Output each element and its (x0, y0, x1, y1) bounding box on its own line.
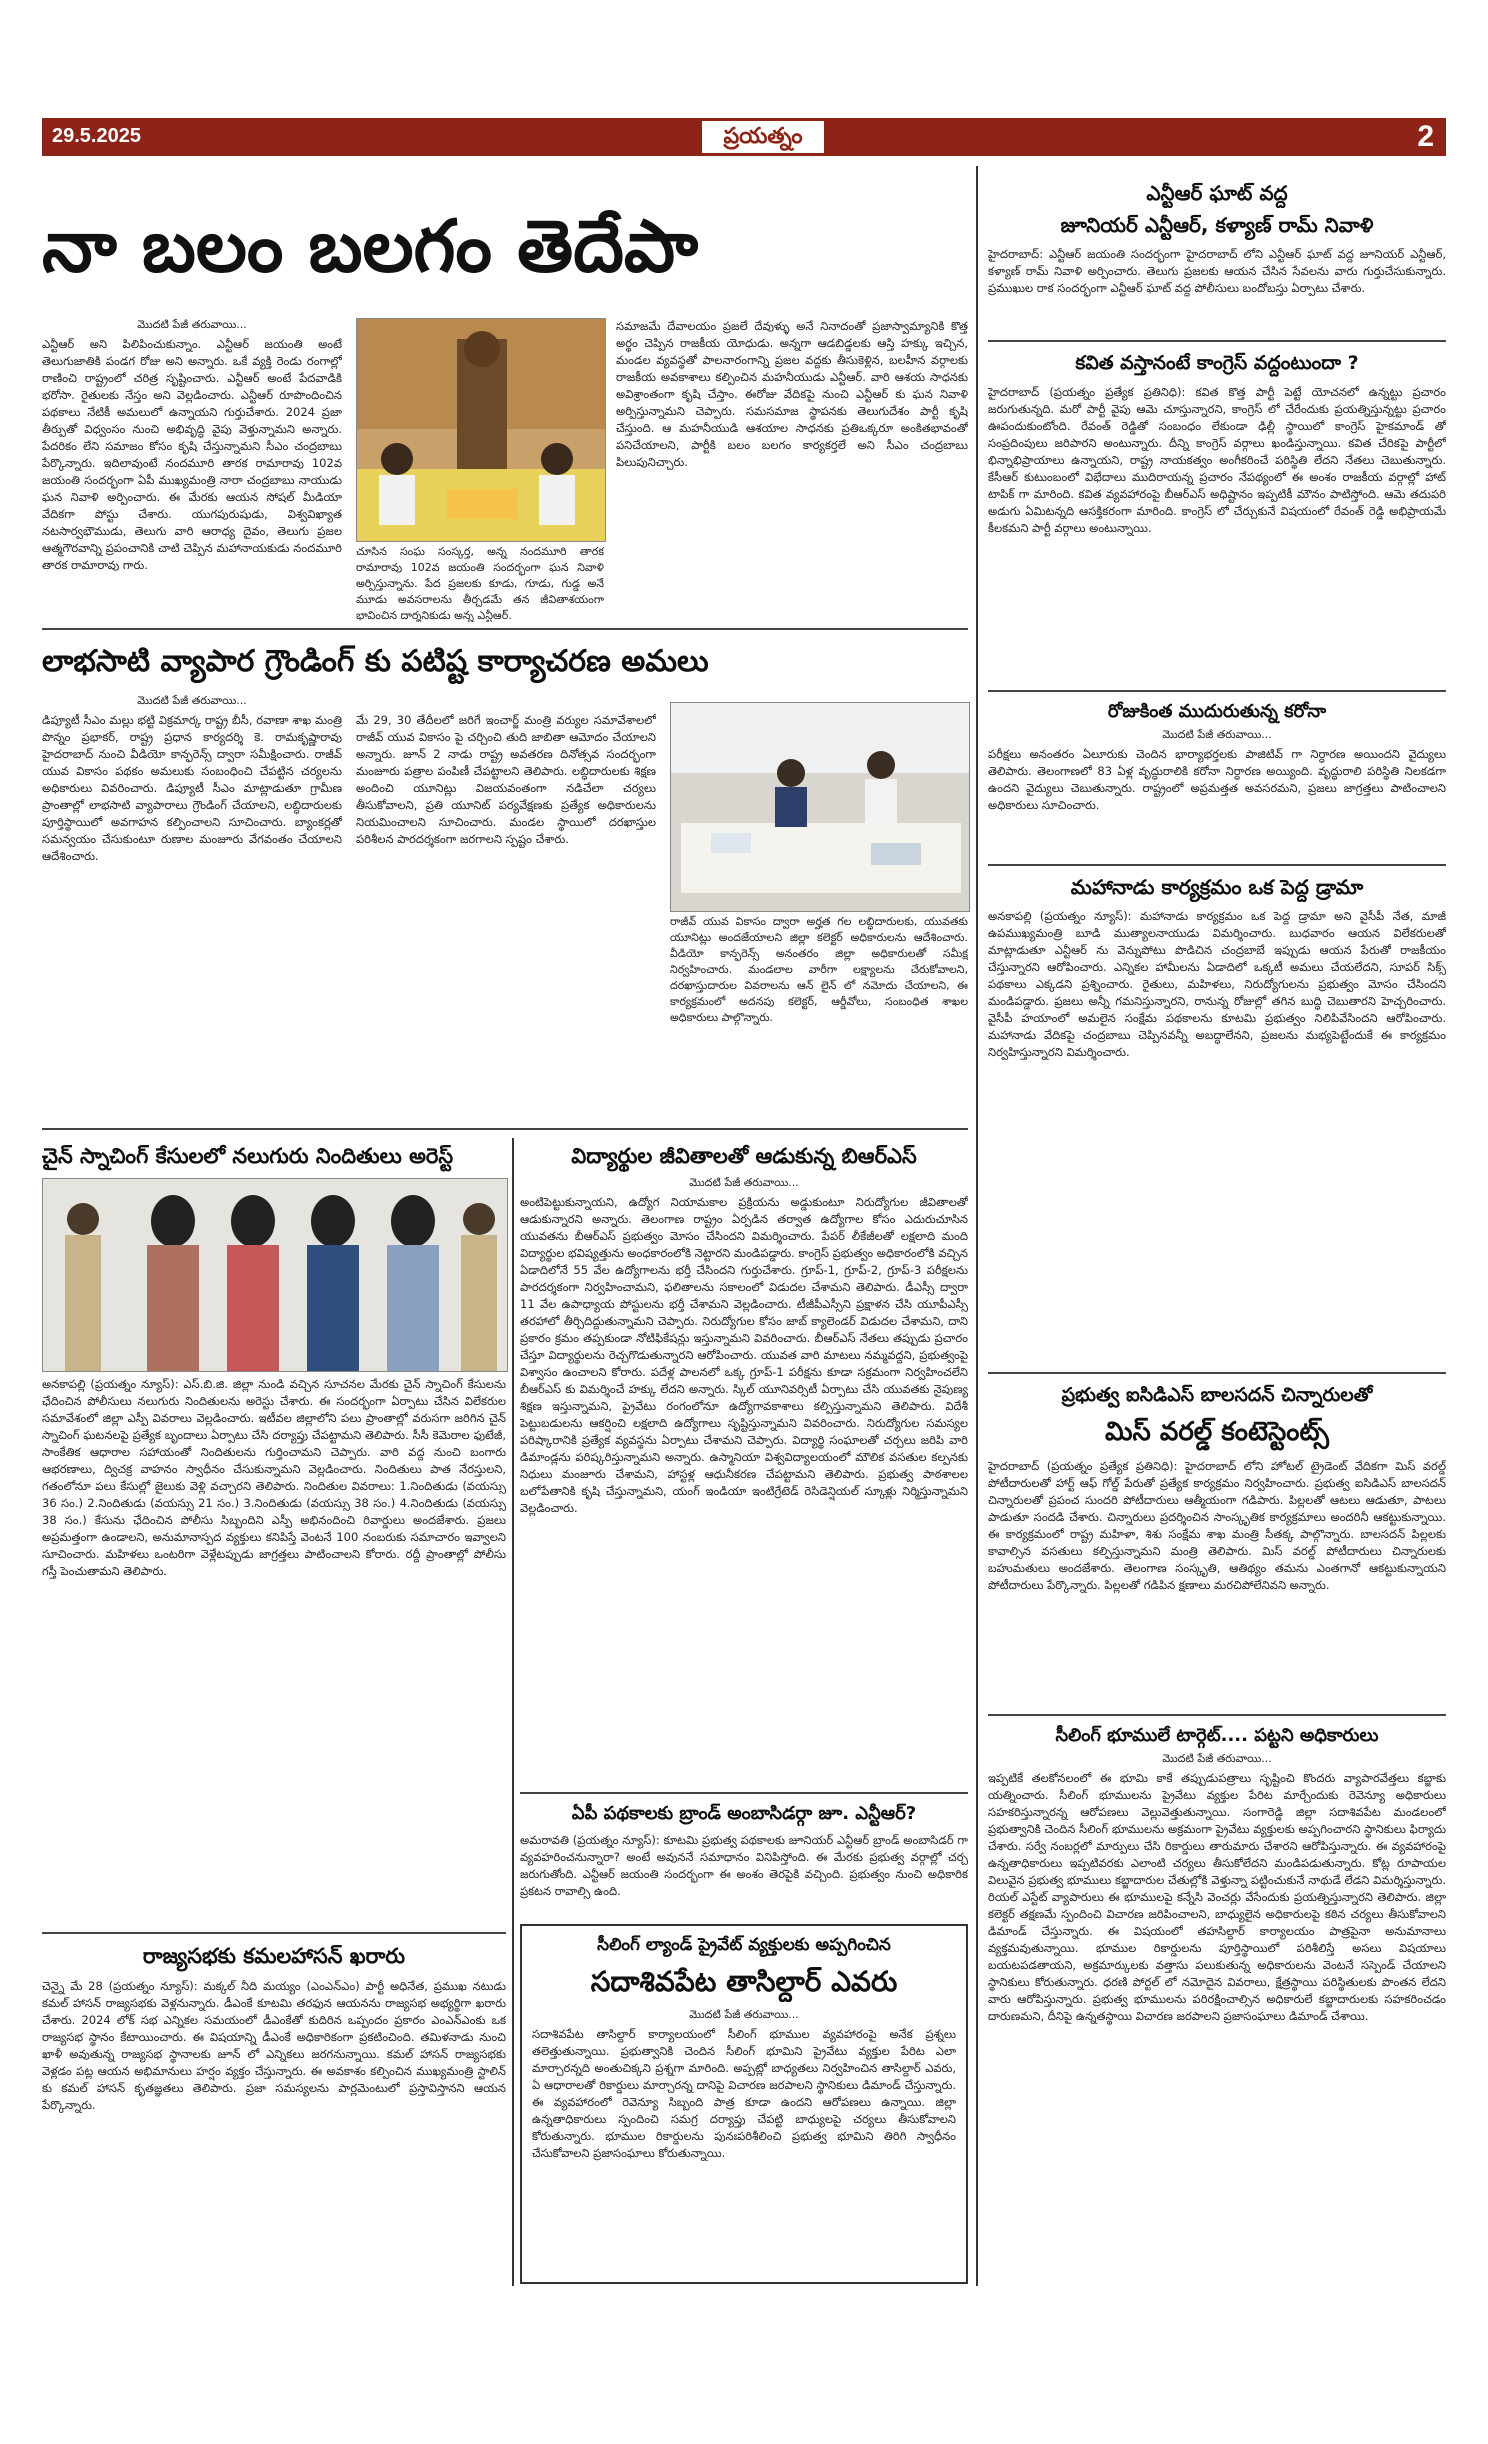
newspaper-logo: ప్రయత్నం (702, 121, 824, 153)
chain-snatching-photo (42, 1178, 508, 1372)
column-rule-middle (512, 1138, 514, 2286)
grinding-photo-caption: రాజీవ్ యువ వికాసం ద్వారా అర్హత గల లబ్ధిదారులకు, యువతకు యూనిట్లు అందజేయాలని జిల్లా కలెక్టర్ అధికారులను ఆదేశించారు. వీడియో కాన్ఫరెన్స్ అనంతరం జిల్లా అధికారులతో సమీక్ష నిర్వహించారు. మండలాల వారీగా లక్ష్యాలను చేరుకోవాలని, దరఖాస్తుదారుల వివరాలను ఆన్ లైన్ లో నమోదు చేయాలని, ఈ కార్యక్రమంలో అదనపు కలెక్టర్, ఆర్డీవోలు, సంబంధిత శాఖల అధికారులు పాల్గొన్నారు. (670, 915, 968, 1024)
kavitha-headline: కవిత వస్తానంటే కాంగ్రెస్ వద్దంటుందా ? (1075, 352, 1359, 374)
lead-photo-ntr-tribute (356, 318, 606, 542)
chain-snatching-headline: చైన్ స్నాచింగ్ కేసులలో నలుగురు నిందితులు అరెస్ట్ (42, 1144, 454, 1168)
miss-world-text: హైదరాబాద్ (ప్రయత్నం ప్రత్యేక ప్రతినిధి): హైదరాబాద్ లోని హోటల్ ట్రైడెంట్ వేదికగా మిస్ వరల్డ్ పోటీదారులతో హార్ట్ ఆఫ్ గోల్డ్ పేరుతో ప్రత్యేక కార్యక్రమం నిర్వహించారు. ప్రభుత్వ ఐసిడిఎస్ బాలసదన్ చిన్నారులతో ప్రపంచ సుందరి పోటీదారులు ఆత్మీయంగా గడిపారు. పిల్లలతో ఆటలు ఆడుతూ, పాటలు పాడుతూ సందడి చేశారు. చిన్నారులు ప్రదర్శించిన సాంస్కృతిక కార్యక్రమాలు అందరినీ ఆకట్టుకున్నాయి. ఈ కార్యక్రమంలో రాష్ట్ర మహిళా, శిశు సంక్షేమ శాఖ మంత్రి సీతక్క పాల్గొన్నారు. బాలసదన్ పిల్లలకు కావాల్సిన వసతులు కల్పిస్తున్నామని మంత్రి తెలిపారు. మిస్ వరల్డ్ పోటీదారులు చిన్నారులకు బహుమతులు అందజేశారు. తెలంగాణ సంస్కృతి, ఆతిథ్యం తమను ఎంతగానో ఆకట్టుకున్నాయని పోటీదారులు పేర్కొన్నారు. పిల్లలతో గడిపిన క్షణాలు మరచిపోలేనివని అన్నారు. (988, 1459, 1446, 1592)
jr-ntr-headline-1: ఎన్టీఆర్ ఘాట్ వద్ద (1146, 181, 1288, 205)
page-number: 2 (1417, 120, 1434, 153)
tahsildar-headline-2: సదాశివపేట తాసిల్దార్ ఎవరు (590, 1965, 898, 1998)
ceiling-land-dateline: మొదటి పేజీ తరువాయి... (1162, 1752, 1272, 1765)
jr-ntr-headline-2: జూనియర్ ఎన్టీఆర్, కళ్యాణ్ రామ్ నివాళి (1060, 213, 1374, 237)
column-rule-right (976, 166, 978, 2286)
tahsildar-dateline: మొదటి పేజీ తరువాయి... (689, 2008, 799, 2021)
grinding-column-1: డిప్యూటీ సీఎం మల్లు భట్టి విక్రమార్క రాష్ట్ర బీసీ, రవాణా శాఖ మంత్రి పొన్నం ప్రభాకర్, రాష్ట్ర ప్రధాన కార్యదర్శి కె. రామకృష్ణారావు హైదరాబాద్ నుంచి వీడియో కాన్ఫరెన్స్ ద్వారా సమీక్షించారు. రాజీవ్ యువ వికాసం పథకం అమలుకు సంబంధించి చేపట్టిన చర్యలను అధికారులు వివరించారు. డిప్యూటీ సీఎం మాట్లాడుతూ గ్రామీణ ప్రాంతాల్లో లాభసాటి వ్యాపారాలు గ్రౌండింగ్ చేయాలని, లబ్ధిదారులకు పూర్తిస్థాయిలో అవగాహన కల్పించాలని సూచించారు. బ్యాంకర్లతో సమన్వయం చేసుకుంటూ రుణాల మంజూరు వేగవంతం చేయాలని ఆదేశించారు. (42, 713, 342, 863)
mahanadu-text: అనకాపల్లి (ప్రయత్నం న్యూస్): మహానాడు కార్యక్రమం ఒక పెద్ద డ్రామా అని వైసీపీ నేత, మాజీ ఉపముఖ్యమంత్రి బూడి ముత్యాలనాయుడు విమర్శించారు. బుధవారం ఆయన విలేకరులతో మాట్లాడుతూ ఎన్టీఆర్ ను వెన్నుపోటు పొడిచిన చంద్రబాబే ఇప్పుడు ఆయన పేరుతో రాజకీయం చేస్తున్నారని ఆరోపించారు. ఎన్నికల హామీలను ఏడాదిలో ఒక్కటీ అమలు చేయలేదని, సూపర్ సిక్స్ పథకాలు ఎక్కడని ప్రశ్నించారు. రైతులు, మహిళలు, నిరుద్యోగులను ప్రభుత్వం మోసం చేసిందని మండిపడ్డారు. ప్రజలు అన్నీ గమనిస్తున్నారని, రానున్న రోజుల్లో తగిన బుద్ధి చెబుతారని హెచ్చరించారు. వైసీపీ హయాంలో అమలైన సంక్షేమ పథకాలను కూటమి ప్రభుత్వం నిలిపివేసిందని ఆరోపించారు. మహానాడు వేదికపై చంద్రబాబు చెప్పినవన్నీ అబద్ధాలేనని, ప్రజలను మభ్యపెట్టేందుకే ఈ కార్యక్రమం నిర్వహిస్తున్నారని విమర్శించారు. (988, 909, 1446, 1059)
corona-text: పరీక్షలు అనంతరం ఏలూరుకు చెందిన భార్యాభర్తలకు పాజిటివ్ గా నిర్ధారణ అయిందని వైద్యులు తెలిపారు. తెలంగాణలో 83 ఏళ్ల వృద్ధురాలికి కరోనా నిర్ధారణ అయ్యింది. వృద్ధురాలి పరిస్థితి నిలకడగా ఉందని వైద్యులు చెబుతున్నారు. రాష్ట్రంలో అప్రమత్తత అవసరమని, ప్రజలు జాగ్రత్తలు పాటించాలని అధికారులు సూచించారు. (988, 747, 1446, 812)
tahsildar-headline-1: సీలింగ్ ల్యాండ్ ప్రైవేట్ వ్యక్తులకు అప్పగించిన (597, 1935, 891, 1955)
ceiling-land-text: ఇప్పటికే తలకోనలంలో ఈ భూమి కాకే తప్పుడుపత్రాలు సృష్టించి కొందరు వ్యాపారవేత్తలు కబ్జాకు యత్నించారు. సీలింగ్ భూములను ప్రైవేటు వ్యక్తుల పేరిట మార్చేందుకు రెవెన్యూ అధికారులు సహకరిస్తున్నారన్న ఆరోపణలు వెల్లువెత్తుతున్నాయి. సంగారెడ్డి జిల్లా సదాశివపేట మండలంలో ప్రభుత్వానికి చెందిన సీలింగ్ భూములను అక్రమంగా ప్రైవేటు వ్యక్తులకు అప్పగించారని స్థానికులు ఫిర్యాదు చేశారు. సర్వే నంబర్లలో మార్పులు చేసి రికార్డులు తారుమారు చేశారని ఆరోపిస్తున్నారు. ఈ వ్యవహారంపై ఉన్నతాధికారులు ఇప్పటివరకు ఎలాంటి చర్యలు తీసుకోలేదని మండిపడుతున్నారు. కోట్ల రూపాయల విలువైన ప్రభుత్వ భూములు కబ్జాదారుల చేతుల్లోకి వెళ్తున్నా పట్టించుకునే నాథుడే లేడని విమర్శిస్తున్నారు. రియల్ ఎస్టేట్ వ్యాపారులు ఈ భూములపై కన్నేసి వెంచర్లు వేసేందుకు ప్రయత్నిస్తున్నారని తెలిపారు. జిల్లా కలెక్టర్ తక్షణమే స్పందించి విచారణ జరిపించాలని, బాధ్యులైన అధికారులపై కఠిన చర్యలు తీసుకోవాలని డిమాండ్ చేస్తున్నారు. ఈ విషయంలో తహసిల్దార్ కార్యాలయం పాత్రపైనా అనుమానాలు వ్యక్తమవుతున్నాయి. భూముల రికార్డులను పూర్తిస్థాయిలో పరిశీలిస్తే అసలు విషయాలు బయటపడతాయని, అక్రమార్కులకు వత్తాసు పలుకుతున్న అధికారులను వెంటనే సస్పెండ్ చేయాలని స్థానికులు కోరుతున్నారు. ధరణి పోర్టల్ లో నమోదైన వివరాలు, క్షేత్రస్థాయి పరిస్థితులకు పొంతన లేదని వారు ఆరోపిస్తున్నారు. ప్రభుత్వ భూములను పరిరక్షించాల్సిన అధికారులే కబ్జాదారులకు సహకరించడం దారుణమని, దీనిపై ఉన్నతస్థాయి విచారణ జరపాలని ప్రజాసంఘాలు డిమాండ్ చేశాయి. (988, 1771, 1446, 2023)
section-rule (988, 864, 1446, 866)
lead-column-2: సమాజమే దేవాలయం ప్రజలే దేవుళ్ళు అనే నినాదంతో ప్రజాస్వామ్యానికి కొత్త అర్థం చెప్పిన రాజకీయ యోధుడు. అన్నగా ఆడబిడ్డలకు ఆస్తి హక్కు ఇచ్చిన, మండల వ్యవస్థతో పాలనారంగాన్ని ప్రజల వద్దకు తీసుకెళ్లిన, బలహీన వర్గాలకు రాజకీయ అవకాశాలు కల్పించిన మహనీయుడు ఎన్టీఆర్. వారి ఆశయ సాధనకు అవిశ్రాంతంగా కృషి చేస్తాం. ఈరోజు వేదికపై నుంచి ఎన్టీఆర్ కు ఘన నివాళి అర్పిస్తున్నామని చెప్పారు. సమసమాజ స్థాపనకు తెలుగుదేశం పార్టీ కృషి చేస్తుంది. ఆ మహనీయుడి ఆశయాల సాధనకు ప్రతిఒక్కరూ అంకితభావంతో పనిచేయాలని, పార్టీకి బలం బలగం కార్యకర్తలే అని సీఎం చంద్రబాబు పిలుపునిచ్చారు. (616, 319, 968, 469)
grinding-column-2: మే 29, 30 తేదీలలో జరిగే ఇంచార్జ్ మంత్రి వర్యుల సమావేశాలలో రాజీవ్ యువ వికాసం పై చర్చించి తుది జాబితా ఆమోదం చేయాలని అన్నారు. జూన్ 2 నాడు రాష్ట్ర అవతరణ దినోత్సవ సందర్భంగా మంజూరు పత్రాల పంపిణీ చేపట్టాలని తెలిపారు. లబ్ధిదారులకు శిక్షణ అందించి యూనిట్లు విజయవంతంగా నడిచేలా చర్యలు తీసుకోవాలని, ప్రతి యూనిట్ పర్యవేక్షణకు ప్రత్యేక అధికారులను నియమించాలని సూచించారు. మండల స్థాయిలో దరఖాస్తుల పరిశీలన పారదర్శకంగా జరగాలని స్పష్టం చేశారు. (356, 713, 656, 846)
kamal-headline: రాజ్యసభకు కమలహాసన్ ఖరారు (142, 1944, 406, 1968)
lead-photo-caption: చూసిన సంఘ సంస్కర్త, అన్న నందమూరి తారక రామారావు 102వ జయంతి సందర్భంగా ఘన నివాళి అర్పిస్తున్నాను. పేద ప్రజలకు కూడు, గూడు, గుడ్డ అనే మూడు అవసరాలను తీర్చడమే తన జీవితాశయంగా భావించిన దార్శనికుడు అన్న ఎన్టీఆర్. (356, 545, 604, 622)
grinding-dateline: మొదటి పేజీ తరువాయి... (137, 694, 247, 707)
section-rule (42, 1932, 506, 1934)
mahanadu-headline: మహానాడు కార్యక్రమం ఒక పెద్ద డ్రామా (1070, 875, 1364, 899)
section-rule (988, 690, 1446, 692)
corona-headline: రోజుకింత ముదురుతున్న కరోనా (1107, 701, 1327, 722)
lead-dateline: మొదటి పేజీ తరువాయి... (137, 318, 247, 331)
lead-column-1: ఎన్టీఆర్ అని పిలిపించుకున్నాం. ఎన్టీఆర్ జయంతి అంటే తెలుగుజాతికి పండగ రోజు అని అన్నారు. ఒకే వ్యక్తి రెండు రంగాల్లో రాణించి రాష్ట్రంలో చరిత్ర సృష్టించారు. ఎన్టీఆర్ అంటే పేదవాడికి భరోసా. రైతులకు నేస్తం అని వెల్లడించారు. ఎన్టీఆర్ రూపొందించిన పథకాలు నేటికీ అమలులో ఉన్నాయని గుర్తుచేశారు. 2024 ప్రజా తీర్పుతో విధ్వంసం నుంచి అభివృద్ధి వైపు వెళ్తున్నామని అన్నారు. పేదరికం లేని సమాజం కోసం కృషి చేస్తున్నామని సీఎం చంద్రబాబు పేర్కొన్నారు. ఇదిలావుంటే నందమూరి తారక రామారావు 102వ జయంతి సందర్భంగా ఏపీ ముఖ్యమంత్రి నారా చంద్రబాబు నాయుడు ఘన నివాళి అర్పించారు. ఈ మేరకు ఆయన సోషల్ మీడియా వేదికగా పోస్టు చేశారు. యుగపురుషుడు, విశ్వవిఖ్యాత నటసార్వభౌముడు, తెలుగు వారి ఆరాధ్య దైవం, తెలుగు ప్రజల ఆత్మగౌరవాన్ని ప్రపంచానికి చాటి చెప్పిన మహానాయకుడు నందమూరి తారక రామారావు గారు. (42, 337, 342, 572)
students-dateline: మొదటి పేజీ తరువాయి... (689, 1176, 799, 1189)
chain-snatching-text: అనకాపల్లి (ప్రయత్నం న్యూస్): ఎస్.బి.జి. జిల్లా నుండి వచ్చిన సూచనల మేరకు చైన్ స్నాచింగ్ కేసులను ఛేదించిన పోలీసులు నలుగురు నిందితులను అరెస్టు చేశారు. ఈ సందర్భంగా ఏర్పాటు చేసిన విలేకరుల సమావేశంలో జిల్లా ఎస్పీ వివరాలు వెల్లడించారు. ఇటీవల జిల్లాలోని పలు ప్రాంతాల్లో వరుసగా జరిగిన చైన్ స్నాచింగ్ ఘటనలపై ప్రత్యేక బృందాలు ఏర్పాటు చేసి దర్యాప్తు చేపట్టామని తెలిపారు. సీసీ కెమెరాల ఫుటేజీ, సాంకేతిక ఆధారాల సహాయంతో నిందితులను గుర్తించామని చెప్పారు. వారి వద్ద నుంచి బంగారు ఆభరణాలు, ద్విచక్ర వాహనం స్వాధీనం చేసుకున్నామని వెల్లడించారు. నిందితులు పాత నేరస్తులని, గతంలోనూ పలు కేసుల్లో జైలుకు వెళ్లి వచ్చారని తెలిపారు. నిందితుల వివరాలు: 1.నిందితుడు (వయస్సు 36 సం.) 2.నిందితుడు (వయస్సు 21 సం.) 3.నిందితుడు (వయస్సు 38 సం.) 4.నిందితుడు (వయస్సు 38 సం.) కేసును ఛేదించిన పోలీసు సిబ్బందిని ఎస్పీ అభినందించి రివార్డులు అందజేశారు. ప్రజలు అప్రమత్తంగా ఉండాలని, అనుమానాస్పద వ్యక్తులు కనిపిస్తే వెంటనే 100 నంబరుకు సమాచారం ఇవ్వాలని సూచించారు. మహిళలు ఒంటరిగా వెళ్లేటప్పుడు జాగ్రత్తలు పాటించాలని కోరారు. రద్దీ ప్రాంతాల్లో పోలీసు గస్తీ పెంచుతామని తెలిపారు. (42, 1377, 506, 1578)
kavitha-text: హైదరాబాద్ (ప్రయత్నం ప్రత్యేక ప్రతినిధి): కవిత కొత్త పార్టీ పెట్టే యోచనలో ఉన్నట్టు ప్రచారం జరుగుతున్నది. మరో పార్టీ వైపు ఆమె చూస్తున్నారని, కాంగ్రెస్ లో చేరేందుకు ప్రయత్నిస్తున్నట్టు ప్రచారం ఊపందుకుంటోంది. రేవంత్ రెడ్డితో సంబంధం లేకుండా ఢిల్లీ స్థాయిలో కాంగ్రెస్ హైకమాండ్ తో సంప్రదింపులు జరిపారని అంటున్నారు. దీన్ని కాంగ్రెస్ వర్గాలు ఖండిస్తున్నాయి. కవిత చేరికపై పార్టీలో భిన్నాభిప్రాయాలు ఉన్నాయని, రాష్ట్ర నాయకత్వం అంగీకరించే పరిస్థితి లేదని నేతలు చెబుతున్నారు. కేసీఆర్ కుటుంబంలో విభేదాలు ముదిరాయన్న ప్రచారం నేపథ్యంలో ఈ అంశం రాజకీయ వర్గాల్లో హాట్ టాపిక్ గా మారింది. కవిత వ్యవహారంపై బీఆర్ఎస్ అధిష్టానం ఇప్పటికీ మౌనం పాటిస్తోంది. ఆమె తదుపరి అడుగు ఏమిటన్నది ఆసక్తికరంగా మారింది. కాంగ్రెస్ లో చేర్చుకునే విషయంలో రేవంత్ రెడ్డి అభిప్రాయమే కీలకమని పార్టీ వర్గాలు అంటున్నాయి. (988, 385, 1446, 535)
kamal-text: చెన్నై మే 28 (ప్రయత్నం న్యూస్): మక్కల్ నీది మయ్యం (ఎంఎన్ఎం) పార్టీ అధినేత, ప్రముఖ నటుడు కమల్ హాసన్ రాజ్యసభకు వెళ్లనున్నారు. డీఎంకే కూటమి తరఫున ఆయనను రాజ్యసభ అభ్యర్థిగా ఖరారు చేశారు. 2024 లోక్ సభ ఎన్నికల సమయంలో డీఎంకేతో కుదిరిన ఒప్పందం ప్రకారం ఎంఎన్ఎంకు ఒక రాజ్యసభ స్థానం కేటాయించారు. ఈ విషయాన్ని డీఎంకే అధికారికంగా ప్రకటించింది. తమిళనాడు నుంచి ఖాళీ అవుతున్న రాజ్యసభ స్థానాలకు జూన్ లో ఎన్నికలు జరగనున్నాయి. కమల్ హాసన్ రాజ్యసభకు వెళ్లడం పట్ల ఆయన అభిమానులు హర్షం వ్యక్తం చేస్తున్నారు. ఈ అవకాశం కల్పించిన ముఖ్యమంత్రి స్టాలిన్ కు కమల్ హాసన్ కృతజ్ఞతలు తెలిపారు. ప్రజా సమస్యలను పార్లమెంటులో ప్రస్తావిస్తానని ఆయన పేర్కొన్నారు. (42, 1979, 506, 2112)
students-headline: విద్యార్థుల జీవితాలతో ఆడుకున్న బిఆర్ఎస్ (571, 1144, 917, 1168)
section-rule (988, 340, 1446, 342)
section-rule (520, 1792, 968, 1794)
tahsildar-text: సదాశివపేట తాసిల్దార్ కార్యాలయంలో సీలింగ్ భూముల వ్యవహారంపై అనేక ప్రశ్నలు తలెత్తుతున్నాయి. ప్రభుత్వానికి చెందిన సీలింగ్ భూమిని ప్రైవేటు వ్యక్తుల పేరిట ఎలా మార్చారన్నది అంతుచిక్కని ప్రశ్నగా మారింది. అప్పట్లో బాధ్యతలు నిర్వహించిన తాసిల్దార్ ఎవరు, ఏ ఆధారాలతో రికార్డులు మార్చారన్న దానిపై విచారణ జరపాలని స్థానికులు డిమాండ్ చేస్తున్నారు. ఈ వ్యవహారంలో రెవెన్యూ సిబ్బంది పాత్ర కూడా ఉందని ఆరోపణలు ఉన్నాయి. జిల్లా ఉన్నతాధికారులు స్పందించి సమగ్ర దర్యాప్తు చేపట్టి బాధ్యులపై చర్యలు తీసుకోవాలని కోరుతున్నారు. భూముల రికార్డులను పునఃపరిశీలించి ప్రభుత్వ భూమిని తిరిగి స్వాధీనం చేసుకోవాలని ప్రజాసంఘాలు కోరుతున్నాయి. (532, 2027, 956, 2160)
ceiling-land-headline: సీలింగ్ భూములే టార్గెట్.... పట్టని అధికారులు (1055, 1725, 1379, 1746)
miss-world-headline-2: మిస్ వరల్డ్ కంటెస్టెంట్స్ (1105, 1417, 1329, 1447)
students-text: అంటిపెట్టుకున్నాయని, ఉద్యోగ నియామకాల ప్రక్రియను అడ్డుకుంటూ నిరుద్యోగుల జీవితాలతో ఆడుకున్నారని అన్నారు. తెలంగాణ రాష్ట్రం ఏర్పడిన తర్వాత ఉద్యోగాల కోసం ఎదురుచూసిన యువతను బీఆర్ఎస్ ప్రభుత్వం మోసం చేసిందని విమర్శించారు. పేపర్ లీకేజీలతో లక్షలాది మంది విద్యార్థుల భవిష్యత్తును అంధకారంలోకి నెట్టారని మండిపడ్డారు. కాంగ్రెస్ ప్రభుత్వం అధికారంలోకి వచ్చిన ఏడాదిలోనే 55 వేల ఉద్యోగాలను భర్తీ చేసిందని గుర్తుచేశారు. గ్రూప్-1, గ్రూప్-2, గ్రూప్-3 పరీక్షలను పారదర్శకంగా నిర్వహించామని, ఫలితాలను సకాలంలో విడుదల చేశామని తెలిపారు. డీఎస్సీ ద్వారా 11 వేల ఉపాధ్యాయ పోస్టులను భర్తీ చేశామని వెల్లడించారు. టీజీపీఎస్సీని ప్రక్షాళన చేసి యూపీఎస్సీ తరహాలో తీర్చిదిద్దుతున్నామని చెప్పారు. నిరుద్యోగుల కోసం జాబ్ క్యాలెండర్ విడుదల చేశామని, దాని ప్రకారం క్రమం తప్పకుండా నోటిఫికేషన్లు ఇస్తున్నామని వివరించారు. బీఆర్ఎస్ నేతలు తప్పుడు ప్రచారం చేస్తూ విద్యార్థులను రెచ్చగొడుతున్నారని ఆరోపించారు. యువత వారి మాటలు నమ్మవద్దని, ప్రభుత్వంపై విశ్వాసం ఉంచాలని కోరారు. పదేళ్ల పాలనలో ఒక్క గ్రూప్-1 పరీక్షను కూడా సక్రమంగా నిర్వహించలేని బీఆర్ఎస్ కు విమర్శించే హక్కు లేదని అన్నారు. స్కిల్ యూనివర్సిటీ ఏర్పాటు చేసి యువతకు నైపుణ్య శిక్షణ ఇస్తున్నామని, ప్రైవేటు రంగంలోనూ ఉద్యోగావకాశాలు కల్పిస్తున్నామని తెలిపారు. విదేశీ పెట్టుబడులను ఆకర్షించి లక్షలాది ఉద్యోగాలు సృష్టిస్తున్నామని వివరించారు. నిరుద్యోగుల సమస్యల పరిష్కారానికి ప్రత్యేక వ్యవస్థను ఏర్పాటు చేశామని చెప్పారు. విద్యార్థి సంఘాలతో చర్చలు జరిపి వారి డిమాండ్లను పరిష్కరిస్తున్నామని అన్నారు. ఉస్మానియా విశ్వవిద్యాలయంలో మౌలిక వసతుల కల్పనకు నిధులు మంజూరు చేశామని, హాస్టళ్ల ఆధునీకరణ చేపట్టామని తెలిపారు. ప్రభుత్వ పాఠశాలల బలోపేతానికి కృషి చేస్తున్నామని, యంగ్ ఇండియా ఇంటిగ్రేటెడ్ రెసిడెన్షియల్ స్కూళ్లు నిర్మిస్తున్నామని వెల్లడించారు. (520, 1195, 968, 1515)
section-rule (42, 1128, 968, 1130)
corona-dateline: మొదటి పేజీ తరువాయి... (1162, 728, 1272, 741)
brand-ambassador-text: అమరావతి (ప్రయత్నం న్యూస్): కూటమి ప్రభుత్వ పథకాలకు జూనియర్ ఎన్టీఆర్ బ్రాండ్ అంబాసిడర్ గా వ్యవహరించనున్నారా? అంటే అవుననే సమాధానం వినిపిస్తోంది. ఈ మేరకు ప్రభుత్వ వర్గాల్లో చర్చ జరుగుతోంది. ఎన్టీఆర్ జయంతి సందర్భంగా ఈ అంశం తెరపైకి వచ్చింది. ప్రభుత్వం నుంచి అధికారిక ప్రకటన రావాల్సి ఉంది. (520, 1833, 968, 1898)
jr-ntr-text: హైదరాబాద్: ఎన్టీఆర్ జయంతి సందర్భంగా హైదరాబాద్ లోని ఎన్టీఆర్ ఘాట్ వద్ద జూనియర్ ఎన్టీఆర్, కళ్యాణ్ రామ్ నివాళి అర్పించారు. తెలుగు ప్రజలకు ఆయన చేసిన సేవలను వారు గుర్తుచేసుకున్నారు. ప్రముఖుల రాక సందర్భంగా ఎన్టీఆర్ ఘాట్ వద్ద పోలీసులు బందోబస్తు ఏర్పాటు చేశారు. (988, 247, 1446, 295)
section-rule (988, 1714, 1446, 1716)
miss-world-headline-1: ప్రభుత్వ ఐసిడిఎస్ బాలసదన్ చిన్నారులతో (1061, 1384, 1373, 1406)
lead-headline: నా బలం బలగం తెదేపా (42, 204, 699, 288)
section-rule (988, 1372, 1446, 1374)
issue-date: 29.5.2025 (52, 125, 141, 147)
masthead-bar (42, 118, 1446, 156)
brand-ambassador-headline: ఏపీ పథకాలకు బ్రాండ్ అంబాసిడర్గా జూ. ఎన్టీఆర్? (571, 1803, 917, 1824)
grinding-headline: లాభసాటి వ్యాపార గ్రౌండింగ్ కు పటిష్ట కార్యాచరణ అమలు (42, 644, 709, 679)
grinding-meeting-photo (670, 702, 970, 912)
section-rule (42, 628, 968, 630)
